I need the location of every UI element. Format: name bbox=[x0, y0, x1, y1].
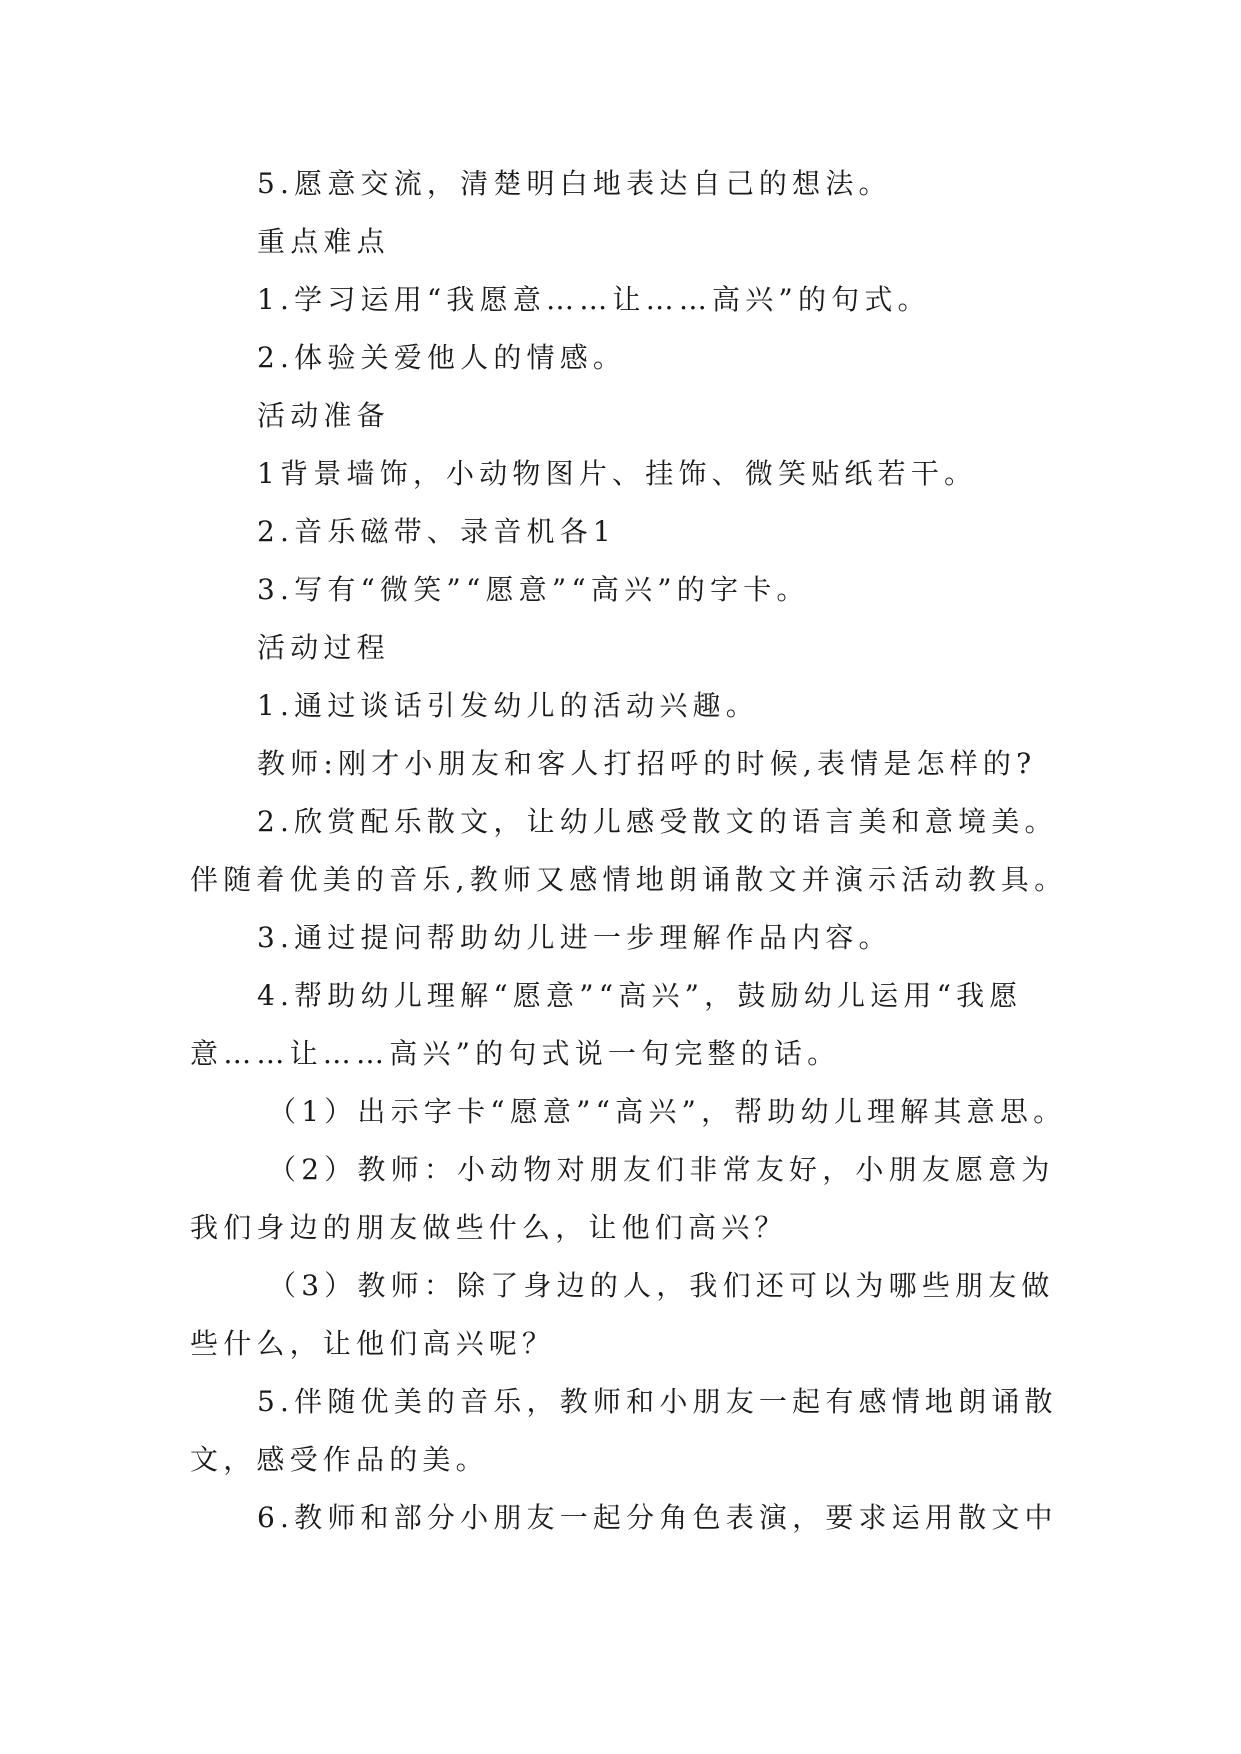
text-line: 伴随着优美的音乐,教师又感情地朗诵散文并演示活动教具。 bbox=[190, 863, 1068, 896]
text-line: 3.通过提问帮助幼儿进一步理解作品内容。 bbox=[257, 921, 892, 954]
text-line: 6.教师和部分小朋友一起分角色表演，要求运用散文中 bbox=[257, 1501, 1058, 1534]
text-line: 1.学习运用“我愿意……让……高兴”的句式。 bbox=[257, 283, 931, 316]
section-heading: 活动过程 bbox=[257, 631, 390, 664]
text-line: 1.通过谈话引发幼儿的活动兴趣。 bbox=[257, 689, 759, 722]
text-line: 2.欣赏配乐散文，让幼儿感受散文的语言美和意境美。 bbox=[257, 805, 1058, 838]
text-line: 2.体验关爱他人的情感。 bbox=[257, 341, 627, 374]
section-heading: 重点难点 bbox=[257, 225, 390, 258]
text-line: 文，感受作品的美。 bbox=[190, 1443, 489, 1476]
text-line: 教师:刚才小朋友和客人打招呼的时候,表情是怎样的? bbox=[257, 747, 1037, 780]
text-line: 我们身边的朋友做些什么，让他们高兴？ bbox=[190, 1211, 788, 1244]
text-line: 3.写有“微笑”“愿意”“高兴”的字卡。 bbox=[257, 573, 810, 606]
section-heading: 活动准备 bbox=[257, 399, 390, 432]
text-line: 2.音乐磁带、录音机各1 bbox=[257, 515, 616, 548]
text-line: 5.愿意交流，清楚明白地表达自己的想法。 bbox=[257, 167, 892, 200]
text-line: 4.帮助幼儿理解“愿意”“高兴”，鼓励幼儿运用“我愿 bbox=[257, 979, 1023, 1012]
text-line: 些什么，让他们高兴呢？ bbox=[190, 1327, 556, 1360]
text-line: （1）出示字卡“愿意”“高兴”，帮助幼儿理解其意思。 bbox=[268, 1095, 1067, 1128]
text-line: 5.伴随优美的音乐，教师和小朋友一起有感情地朗诵散 bbox=[257, 1385, 1058, 1418]
text-line: 意……让……高兴”的句式说一句完整的话。 bbox=[190, 1037, 841, 1070]
text-line: （2）教师：小动物对朋友们非常友好，小朋友愿意为 bbox=[268, 1153, 1055, 1186]
text-line: （3）教师：除了身边的人，我们还可以为哪些朋友做 bbox=[268, 1269, 1055, 1302]
text-line: 1背景墙饰，小动物图片、挂饰、微笑贴纸若干。 bbox=[257, 457, 978, 490]
